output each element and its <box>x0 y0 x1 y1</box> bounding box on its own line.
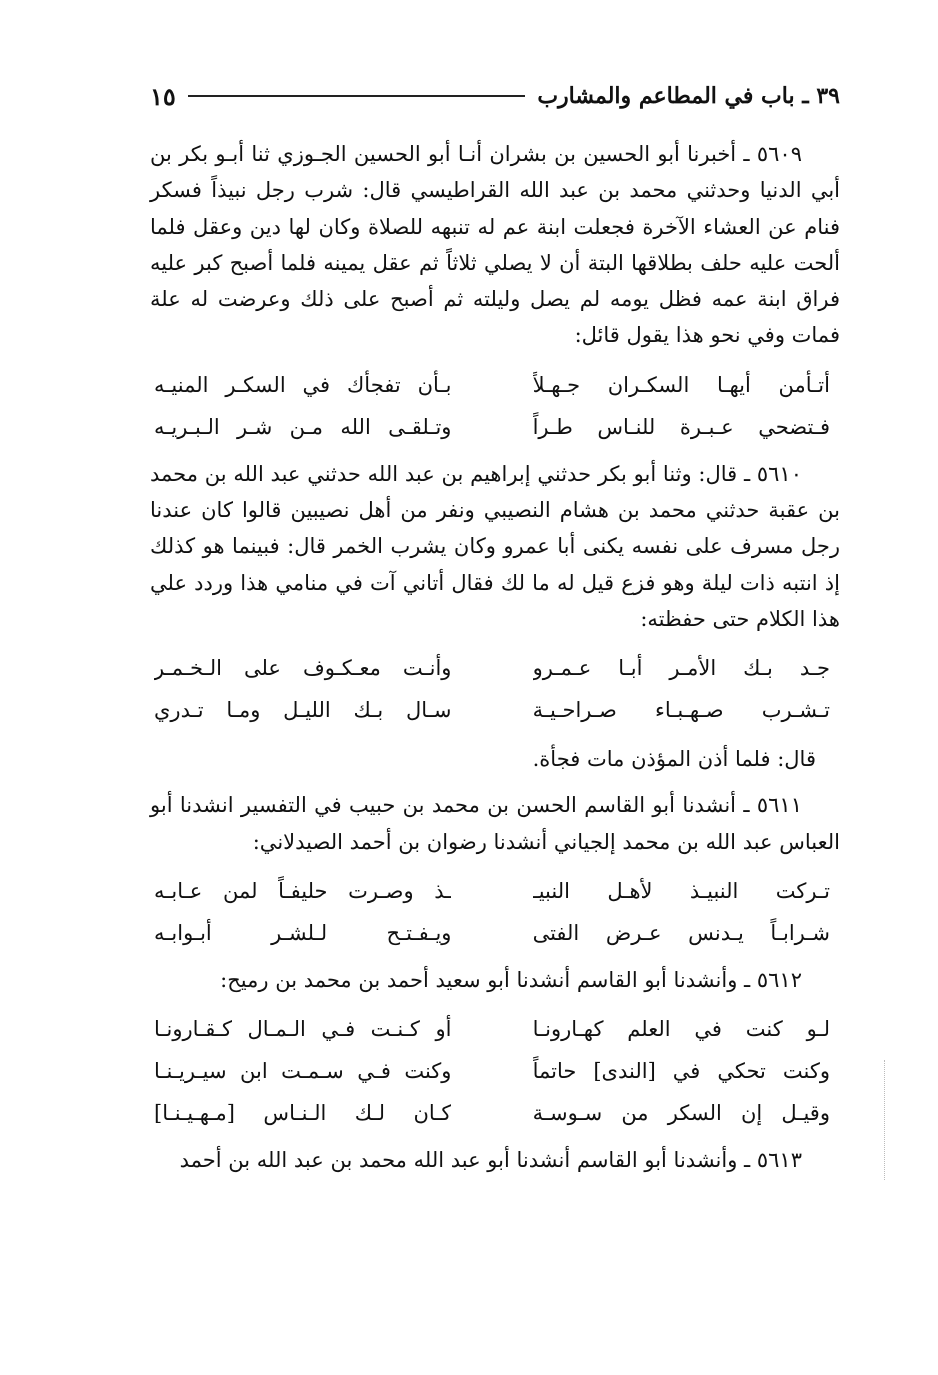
hadith-5612: ٥٦١٢ ـ وأنشدنا أبو القاسم أنشدنا أبو سعيد أحمد بن محمد بن رميح: <box>220 967 802 992</box>
verse-second-hemistich: ـذ وصـرت حليفـاً لمن عـابـه <box>154 878 452 903</box>
verse-second-hemistich: كـان لـك الـنـاس [مـهـيـنـا] <box>154 1101 452 1126</box>
verse-line <box>150 912 840 954</box>
verse-first-hemistich: شـرابـاً يـدنس عـرض الفتى <box>532 920 830 945</box>
chapter-title: ٣٩ ـ باب في المطاعم والمشارب <box>537 83 840 109</box>
hadith-5611: ٥٦١١ ـ أنشدنا أبو القاسم الحسن بن محمد بن حبيب في التفسير انشدنا أبو العباس عبد الله بن محمد إلجياني أنشدنا رضوان بن أحمد الصيدلاني: <box>150 793 840 854</box>
verse-first-hemistich: جـد بـك الأمـر أبـا عـمـرو <box>532 656 830 681</box>
verse-second-hemistich: وكنت فـي سـمـت ابن سيـريـنـا <box>154 1059 452 1084</box>
poem-5611 <box>150 870 840 954</box>
header-rule <box>188 95 526 97</box>
verse-second-hemistich: وأنـت معـكـوف على الـخـمـر <box>154 656 452 681</box>
verse-second-hemistich: ويـفـتـح لـلشـر أبـوابـه <box>154 920 452 945</box>
poem-5609 <box>150 364 840 448</box>
verse-first-hemistich: لـو كنت في العلم كهـارونـا <box>532 1017 830 1042</box>
page-body <box>150 136 840 1178</box>
verse-line <box>150 689 840 731</box>
closing-remark-5610: قال: فلما أذن المؤذن مات فجأة. <box>532 747 816 772</box>
poem-5612 <box>150 1008 840 1134</box>
verse-second-hemistich: وتـلقـى الله مـن شـر الـبـريـه <box>154 414 452 439</box>
verse-first-hemistich: وكنت تحكي في [الندى] حاتماً <box>532 1059 830 1084</box>
hadith-5613: ٥٦١٣ ـ وأنشدنا أبو القاسم أنشدنا أبو عبد الله محمد بن عبد الله بن أحمد <box>179 1148 802 1173</box>
scan-margin-mark <box>884 1060 887 1180</box>
hadith-5610: ٥٦١٠ ـ قال: وثنا أبو بكر حدثني إبراهيم بن عبد الله حدثني عبد الله بن محمد بن عقبة حدثني محمد بن هشام النصيبي ونفر من أهل نصيبين قالوا كان عندنا رجل مسرف على نفسه يكنى أبا عمرو وكان يشرب الخمر قال: فبينما هو كذلك إذ انتبه ذات ليلة وهو فزع قيل له ما لك فقال أتاني آت في منامي هذا وردد علي هذا الكلام حتى حفظته: <box>150 461 840 631</box>
verse-line <box>150 870 840 912</box>
page-header <box>150 78 840 114</box>
verse-first-hemistich: وقيـل إن السكر من سـوسـة <box>532 1101 830 1126</box>
page-number: ١٥ <box>150 81 176 111</box>
verse-line <box>150 406 840 448</box>
verse-second-hemistich: بـأن تفجأك في السكـر المنيـه <box>154 372 452 397</box>
verse-second-hemistich: سـال بـك الليـل ومـا تـدري <box>154 698 452 723</box>
verse-second-hemistich: أو كـنـت فـي الـمـال كـقـارونـا <box>154 1017 452 1042</box>
hadith-5609: ٥٦٠٩ ـ أخبرنا أبو الحسين بن بشران أنـا أبو الحسين الجـوزي ثنا أبـو بكر بن أبي الدنيا وحدثني محمد بن عبد الله القراطيسي قال: شرب رجل نبيذاً فسكر فنام عن العشاء الآخرة فجعلت ابنة عم له تنبهه للصلاة وكان لها دين وعقل فلما ألحت عليه حلف بطلاقها البتة أن لا يصلي ثلاثاً ثم عقل يمينه فلما أصبح كبر عليه فراق ابنة عمه فظل يومه لم يصل وليلته ثم أصبح على ذلك وعرضت له علة فمات وفي نحو هذا يقول قائل: <box>150 142 840 348</box>
verse-line <box>150 364 840 406</box>
verse-first-hemistich: فـتضحي عـبـرة للنـاس طـراً <box>532 414 830 439</box>
verse-line <box>150 1050 840 1092</box>
verse-first-hemistich: تـشـرب صـهـبـاء صـراحـيـة <box>532 698 830 723</box>
poem-5610 <box>150 647 840 731</box>
verse-line <box>150 1008 840 1050</box>
verse-first-hemistich: أتـأمن أيهـا السكـران جـهـلاً <box>532 372 830 397</box>
verse-line <box>150 1092 840 1134</box>
verse-line <box>150 647 840 689</box>
verse-first-hemistich: تـركت النبيـذ لأهـل النبيـ <box>532 878 830 903</box>
